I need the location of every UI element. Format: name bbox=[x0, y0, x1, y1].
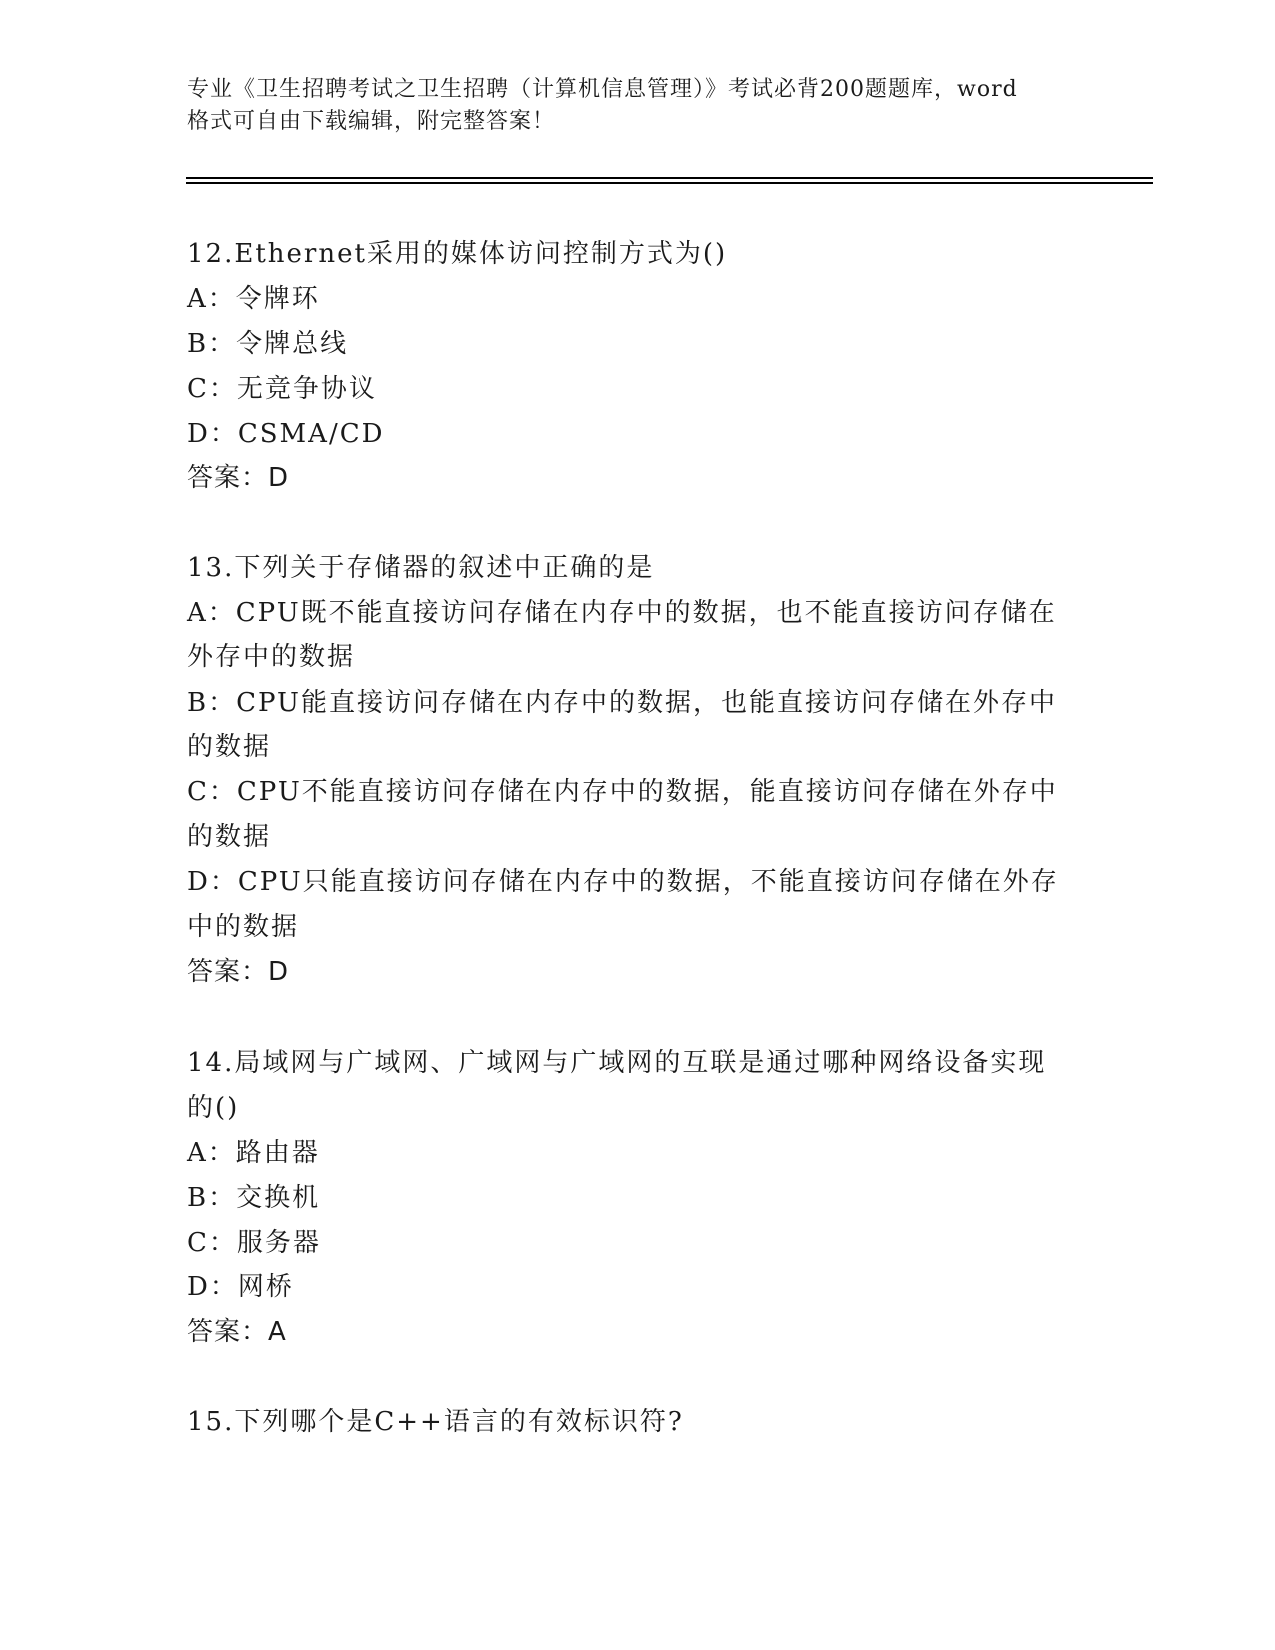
question-13-option-d-line-2: 中的数据 bbox=[187, 912, 300, 942]
question-15-title: 15.下列哪个是C++语言的有效标识符? bbox=[187, 1407, 684, 1437]
header-divider-top bbox=[186, 177, 1153, 179]
question-13-option-b-line-2: 的数据 bbox=[187, 732, 272, 762]
question-14-title-line-1: 14.局域网与广域网、广域网与广域网的互联是通过哪种网络设备实现 bbox=[187, 1048, 1047, 1078]
question-14-option-a: A：路由器 bbox=[187, 1138, 320, 1168]
header-divider-bottom bbox=[186, 182, 1153, 184]
header-line-1: 专业《卫生招聘考试之卫生招聘（计算机信息管理）》考试必背200题题库，word bbox=[187, 77, 1018, 102]
question-12-option-b: B：令牌总线 bbox=[187, 329, 349, 359]
question-13-option-b-line-1: B：CPU能直接访问存储在内存中的数据，也能直接访问存储在外存中 bbox=[187, 688, 1057, 718]
question-14-option-d: D：网桥 bbox=[187, 1272, 294, 1302]
question-13-title: 13.下列关于存储器的叙述中正确的是 bbox=[187, 553, 655, 583]
question-14-answer: 答案：A bbox=[187, 1317, 287, 1347]
question-14-option-c: C：服务器 bbox=[187, 1228, 321, 1258]
question-13-option-d-line-1: D：CPU只能直接访问存储在内存中的数据，不能直接访问存储在外存 bbox=[187, 867, 1059, 897]
question-12-title: 12.Ethernet采用的媒体访问控制方式为() bbox=[187, 239, 728, 269]
question-13-option-c-line-1: C：CPU不能直接访问存储在内存中的数据，能直接访问存储在外存中 bbox=[187, 777, 1058, 807]
question-12-option-c: C：无竞争协议 bbox=[187, 374, 377, 404]
question-13-option-a-line-2: 外存中的数据 bbox=[187, 642, 356, 672]
question-12-option-a: A：令牌环 bbox=[187, 284, 320, 314]
question-14-option-b: B：交换机 bbox=[187, 1183, 321, 1213]
question-13-answer: 答案：D bbox=[187, 957, 290, 987]
header-line-2: 格式可自由下载编辑，附完整答案！ bbox=[187, 109, 556, 134]
question-12-answer: 答案：D bbox=[187, 463, 290, 493]
question-13-option-a-line-1: A：CPU既不能直接访问存储在内存中的数据，也不能直接访问存储在 bbox=[187, 598, 1057, 628]
question-12-option-d: D：CSMA/CD bbox=[187, 419, 385, 449]
document-header bbox=[187, 74, 1087, 138]
question-14-title-line-2: 的() bbox=[187, 1093, 240, 1123]
question-13-option-c-line-2: 的数据 bbox=[187, 822, 272, 852]
